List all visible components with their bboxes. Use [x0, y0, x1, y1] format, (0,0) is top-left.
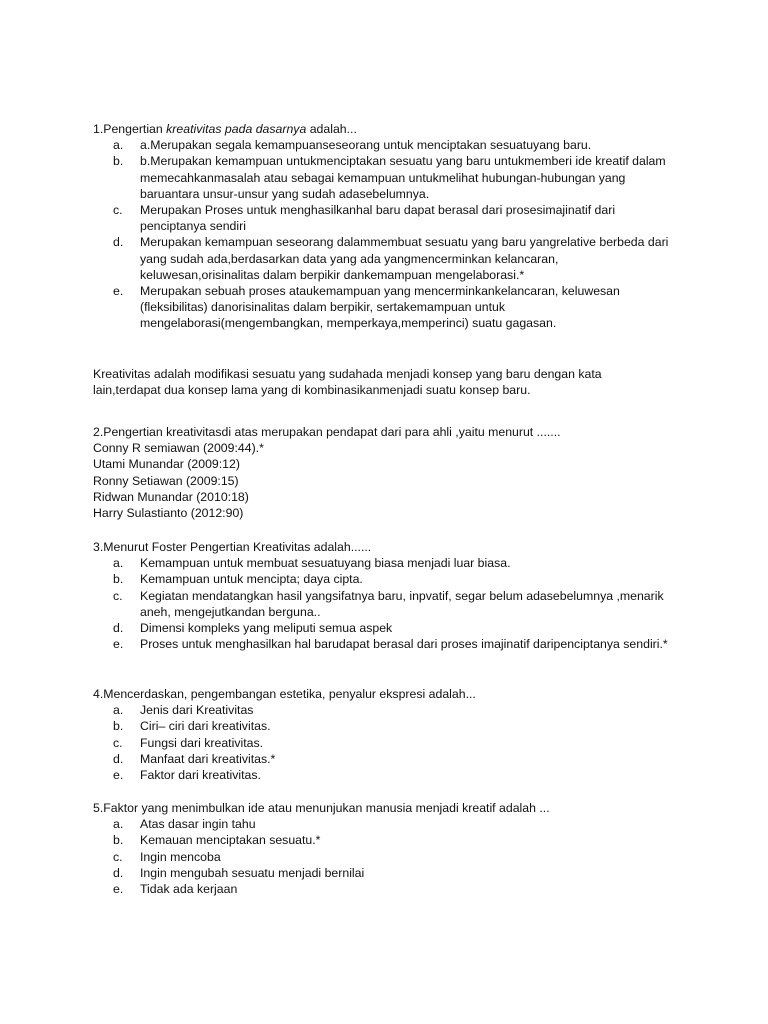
question-5-options	[93, 816, 693, 897]
answer-line: Ridwan Munandar (2010:18)	[93, 489, 249, 504]
option-item: a. Atas dasar ingin tahu	[113, 817, 256, 832]
option-item: d. Dimensi kompleks yang meliputi semua aspek	[113, 621, 393, 636]
question-3-stem: 3.Menurut Foster Pengertian Kreativitas adalah......	[93, 540, 372, 554]
option-item: d. Manfaat dari kreativitas.*	[113, 751, 276, 766]
option-item: a. Kemampuan untuk membuat sesuatuyang biasa menjadi luar biasa.	[113, 556, 511, 571]
option-item: d. Ingin mengubah sesuatu menjadi bernilai	[113, 865, 365, 880]
question-3-options	[93, 555, 693, 652]
option-item: b. b.Merupakan kemampuan untukmenciptakan sesuatu yang baru untukmemberi ide kreatif dalam memecahkanmasalah atau sebagai kemampuan untukmelihat hubungan-hubungan yang baruantara unsur-unsur yang sudah adasebelumnya.	[113, 154, 666, 201]
question-2-stem: 2.Pengertian kreativitasdi atas merupakan pendapat dari para ahli ,yaitu menurut .......	[93, 425, 561, 439]
option-item: e. Merupakan sebuah proses ataukemampuan yang mencerminkankelancaran, keluwesan (fleksibilitas) danorisinalitas dalam berpikir, sertakemampuan untuk mengelaborasi(mengembangkan, memperkaya,memperinci) suatu gagasan.	[113, 284, 620, 331]
question-1	[93, 121, 693, 332]
option-item: a. a.Merupakan segala kemampuanseseorang untuk menciptakan sesuatuyang baru.	[113, 138, 592, 153]
question-2	[93, 424, 693, 521]
option-item: e. Proses untuk menghasilkan hal barudapat berasal dari proses imajinatif daripenciptanya sendiri.*	[113, 637, 668, 652]
question-5	[93, 800, 693, 897]
option-item: d. Merupakan kemampuan seseorang dalammembuat sesuatu yang baru yangrelative berbeda dari yang sudah ada,berdasarkan data yang ada yangmencerminkan kelancaran, keluwesan,orisinalitas dalam berpikir dankemampuan mengelaborasi.*	[113, 235, 669, 282]
question-5-stem: 5.Faktor yang menimbulkan ide atau menunjukan manusia menjadi kreatif adalah ...	[93, 801, 550, 815]
option-item: c. Merupakan Proses untuk menghasilkanhal baru dapat berasal dari prosesimajinatif dari penciptanya sendiri	[113, 203, 616, 234]
option-item: b. Kemauan menciptakan sesuatu.*	[113, 833, 321, 848]
option-item: c. Kegiatan mendatangkan hasil yangsifatnya baru, inpvatif, segar belum adasebelumnya ,menarik aneh, mengejutkandan berguna..	[113, 588, 664, 619]
answer-line: Harry Sulastianto (2012:90)	[93, 506, 244, 521]
option-item: c. Ingin mencoba	[113, 849, 221, 864]
question-4	[93, 686, 693, 783]
question-1-stem: 1.Pengertian kreativitas pada dasarnya adalah...	[93, 122, 357, 136]
answer-line: Utami Munandar (2009:12)	[93, 457, 240, 472]
option-item: b. Ciri– ciri dari kreativitas.	[113, 719, 271, 734]
option-item: b. Kemampuan untuk mencipta; daya cipta.	[113, 572, 363, 587]
kreativitas-note: Kreativitas adalah modifikasi sesuatu yang sudahada menjadi konsep yang baru dengan kata lain,terdapat dua konsep lama yang di kombinasikanmenjadi suatu konsep baru.	[93, 367, 602, 398]
answer-line: Ronny Setiawan (2009:15)	[93, 473, 239, 488]
answer-line: Conny R semiawan (2009:44).*	[93, 441, 264, 456]
option-item: c. Fungsi dari kreativitas.	[113, 735, 264, 750]
question-1-options	[93, 137, 693, 331]
option-item: e. Faktor dari kreativitas.	[113, 768, 261, 783]
option-item: e. Tidak ada kerjaan	[113, 882, 238, 897]
question-3	[93, 539, 693, 652]
question-4-options	[93, 702, 693, 783]
option-item: a. Jenis dari Kreativitas	[113, 703, 254, 718]
question-4-stem: 4.Mencerdaskan, pengembangan estetika, penyalur ekspresi adalah...	[93, 687, 476, 701]
